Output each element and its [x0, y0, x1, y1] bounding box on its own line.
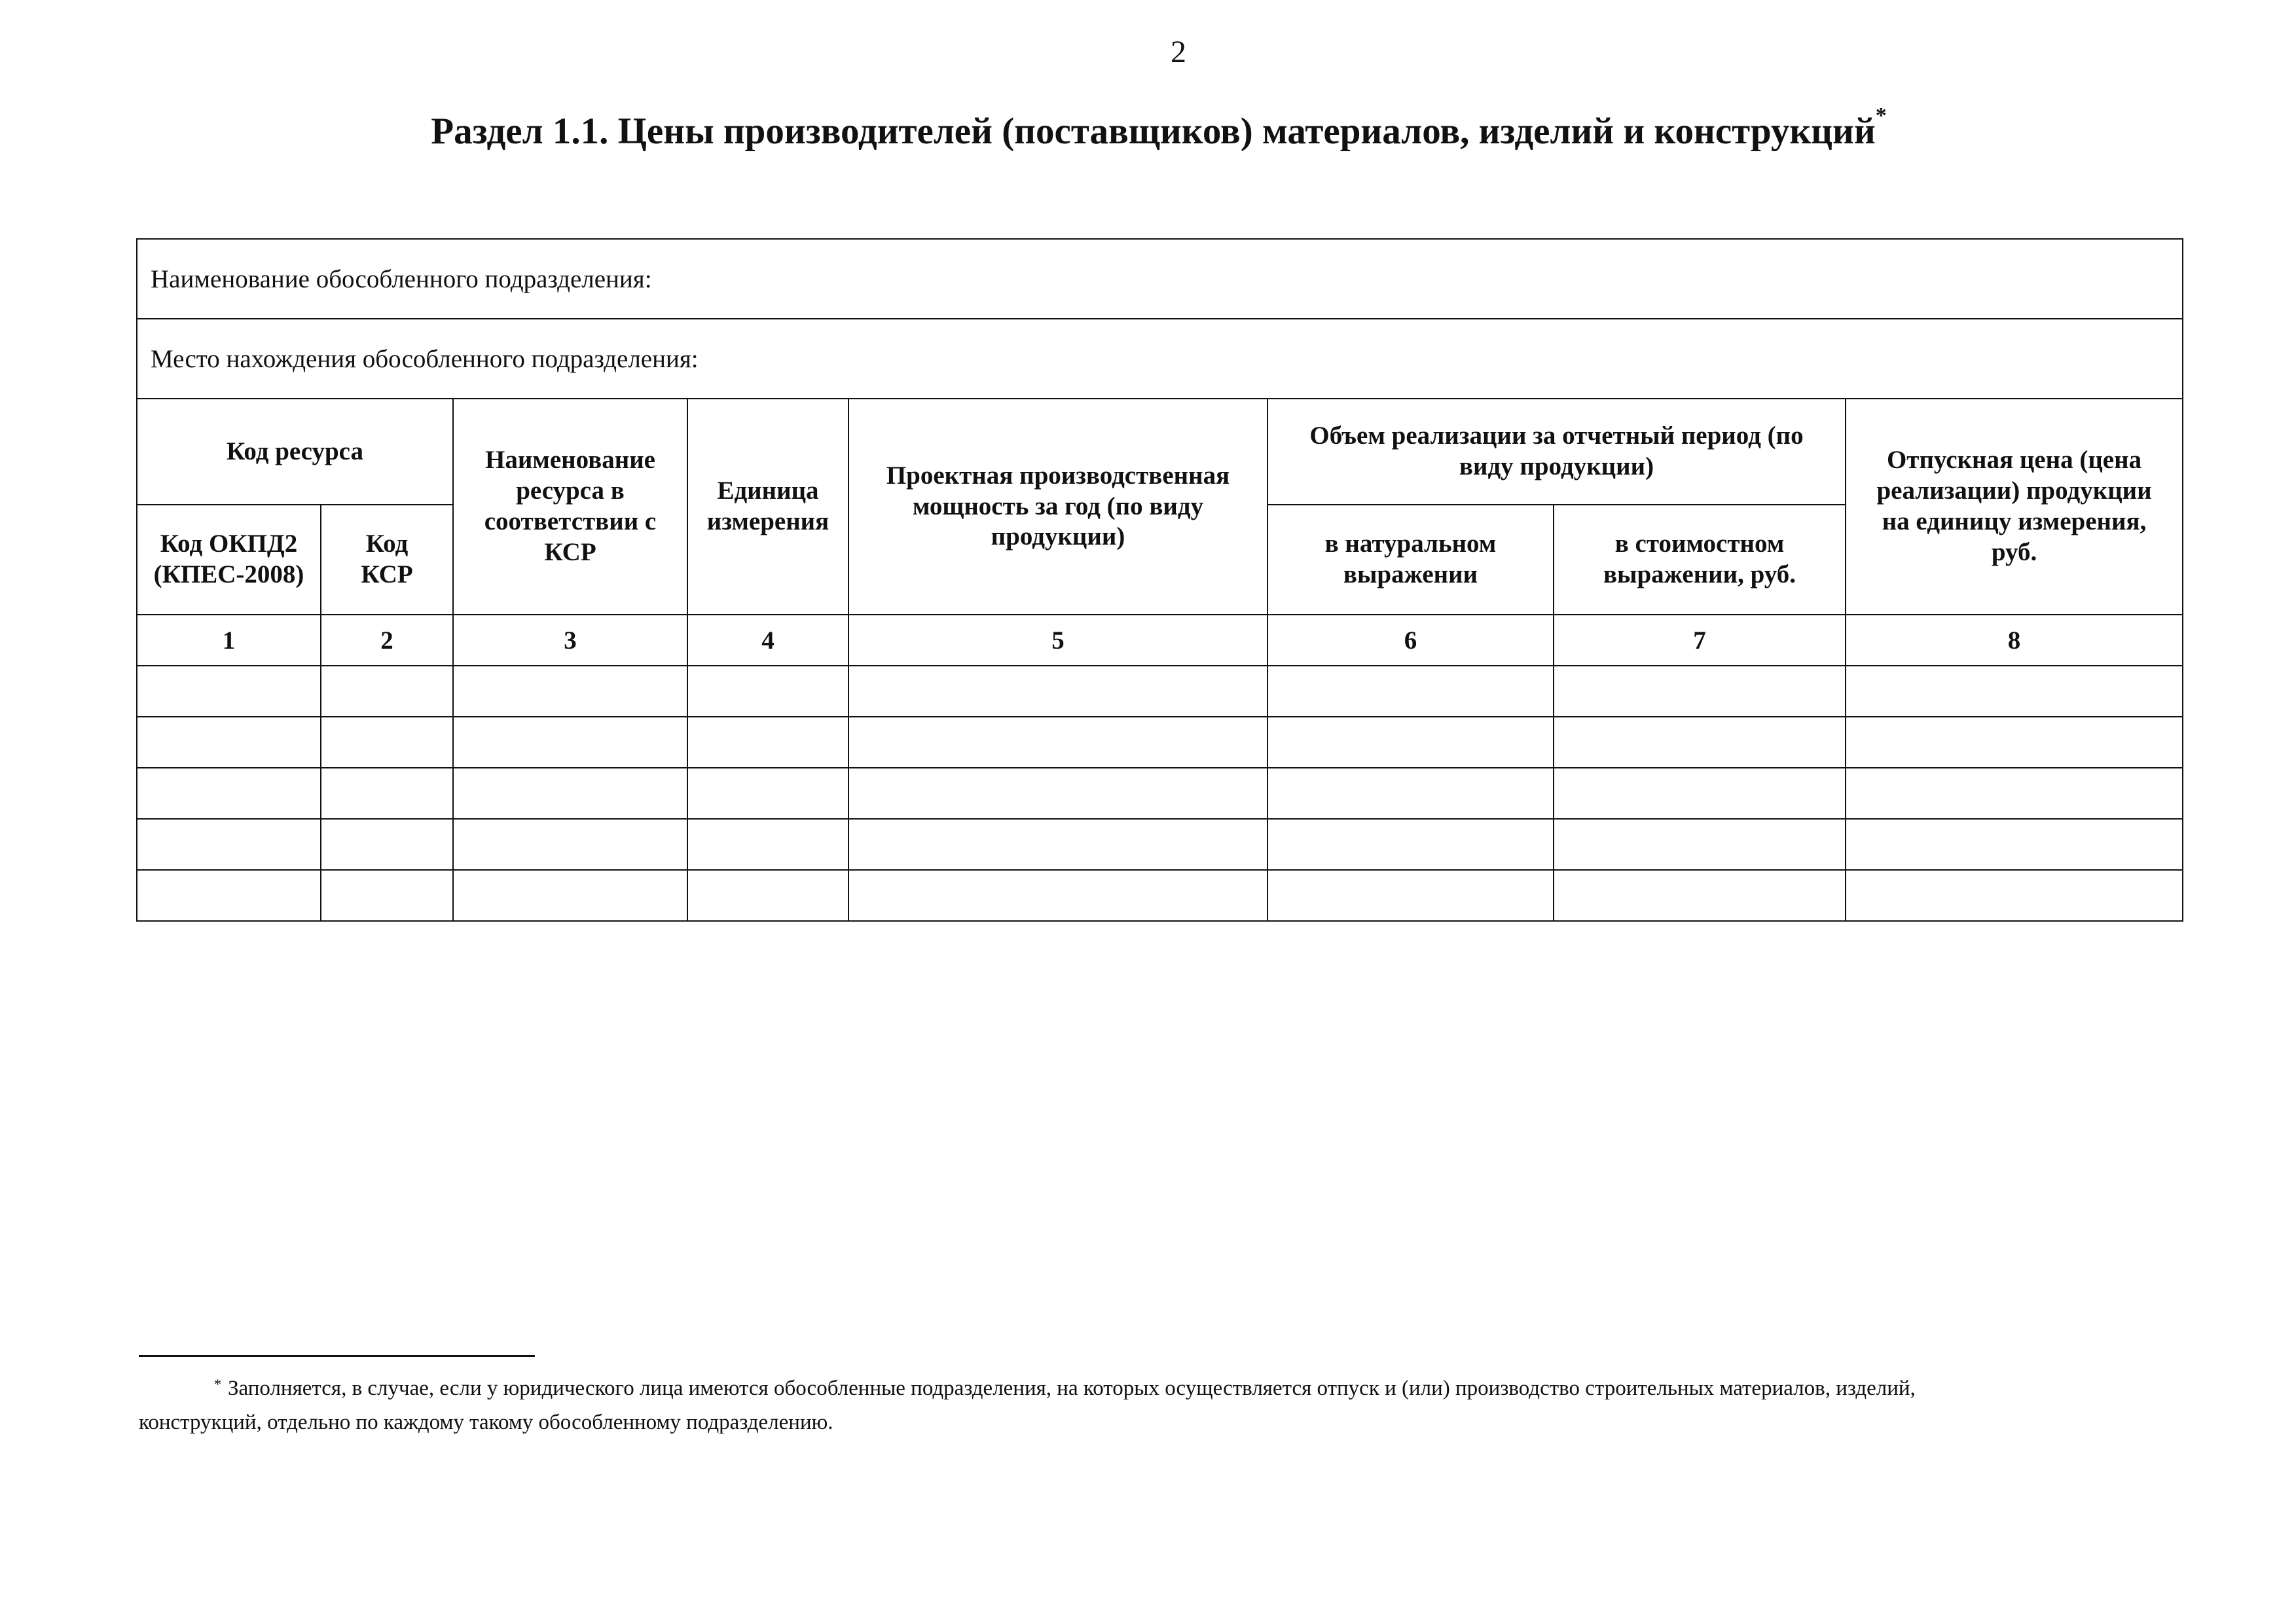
- table-cell[interactable]: [321, 717, 453, 768]
- column-number: 1: [137, 615, 321, 666]
- table-cell[interactable]: [848, 819, 1267, 870]
- header-in-kind: в натуральном выражении: [1267, 505, 1554, 615]
- table-cell[interactable]: [1267, 666, 1554, 717]
- table-cell[interactable]: [1846, 768, 2183, 819]
- subdivision-name-row: [137, 239, 2183, 319]
- subdivision-location-field[interactable]: Место нахождения обособленного подразделения:: [137, 319, 2183, 399]
- column-numbers-row: [137, 615, 2183, 666]
- table-cell[interactable]: [687, 717, 848, 768]
- table-row: [137, 666, 2183, 717]
- subdivision-location-row: [137, 319, 2183, 399]
- table-cell[interactable]: [453, 768, 687, 819]
- table-cell[interactable]: [321, 768, 453, 819]
- table-cell[interactable]: [137, 819, 321, 870]
- header-resource-code: Код ресурса: [137, 399, 453, 505]
- column-number: 4: [687, 615, 848, 666]
- column-number: 2: [321, 615, 453, 666]
- table-row: [137, 819, 2183, 870]
- section-title-text: Раздел 1.1. Цены производителей (поставщиков) материалов, изделий и конструкций: [431, 111, 1876, 152]
- table-cell[interactable]: [137, 768, 321, 819]
- prices-form-table: [136, 238, 2183, 922]
- table-cell[interactable]: [137, 870, 321, 921]
- table-cell[interactable]: [321, 666, 453, 717]
- column-number: 3: [453, 615, 687, 666]
- header-unit: Единица измерения: [687, 399, 848, 615]
- header-ksr-code: Код КСР: [321, 505, 453, 615]
- header-selling-price: Отпускная цена (цена реализации) продукции на единицу измерения, руб.: [1846, 399, 2183, 615]
- subdivision-name-field[interactable]: Наименование обособленного подразделения:: [137, 239, 2183, 319]
- footnote-text-2: конструкций, отдельно по каждому такому обособленному подразделению.: [139, 1411, 833, 1434]
- header-resource-name: Наименование ресурса в соответствии с КСР: [453, 399, 687, 615]
- header-row-1: [137, 399, 2183, 505]
- table-row: [137, 768, 2183, 819]
- table-cell[interactable]: [687, 768, 848, 819]
- footnote-separator: [139, 1355, 535, 1357]
- table-cell[interactable]: [1267, 819, 1554, 870]
- table-cell[interactable]: [1554, 666, 1846, 717]
- table-cell[interactable]: [687, 819, 848, 870]
- table-cell[interactable]: [1267, 717, 1554, 768]
- table-cell[interactable]: [453, 819, 687, 870]
- table-cell[interactable]: [687, 870, 848, 921]
- table-cell[interactable]: [687, 666, 848, 717]
- section-title: [0, 103, 2296, 153]
- table-cell[interactable]: [848, 870, 1267, 921]
- table-cell[interactable]: [1846, 870, 2183, 921]
- table-cell[interactable]: [1554, 768, 1846, 819]
- header-sales-volume: Объем реализации за отчетный период (по виду продукции): [1267, 399, 1846, 505]
- table-cell[interactable]: [453, 717, 687, 768]
- header-design-capacity: Проектная производственная мощность за год (по виду продукции): [848, 399, 1267, 615]
- table-cell[interactable]: [137, 717, 321, 768]
- footnote-text-1: Заполняется, в случае, если у юридического лица имеются обособленные подразделения, на которых осуществляется отпуск и (или) производство строительных материалов, изделий,: [228, 1377, 1916, 1400]
- table-row: [137, 717, 2183, 768]
- table-cell[interactable]: [453, 666, 687, 717]
- title-footnote-marker: *: [1875, 103, 1887, 128]
- footnote-line-1: [139, 1371, 2227, 1405]
- column-number: 7: [1554, 615, 1846, 666]
- table-cell[interactable]: [1554, 819, 1846, 870]
- table-row: [137, 870, 2183, 921]
- table-cell[interactable]: [1554, 717, 1846, 768]
- table-cell[interactable]: [1846, 717, 2183, 768]
- table-cell[interactable]: [1846, 819, 2183, 870]
- table-cell[interactable]: [321, 870, 453, 921]
- table-cell[interactable]: [1267, 870, 1554, 921]
- table-cell[interactable]: [848, 768, 1267, 819]
- table-cell[interactable]: [1267, 768, 1554, 819]
- table-cell[interactable]: [137, 666, 321, 717]
- table-cell[interactable]: [848, 666, 1267, 717]
- table-cell[interactable]: [848, 717, 1267, 768]
- column-number: 5: [848, 615, 1267, 666]
- footnote-marker: *: [214, 1376, 221, 1392]
- table-cell[interactable]: [321, 819, 453, 870]
- table-cell[interactable]: [1846, 666, 2183, 717]
- header-okpd-code: Код ОКПД2 (КПЕС-2008): [137, 505, 321, 615]
- table-cell[interactable]: [1554, 870, 1846, 921]
- header-in-value: в стоимостном выражении, руб.: [1554, 505, 1846, 615]
- table-cell[interactable]: [453, 870, 687, 921]
- column-number: 6: [1267, 615, 1554, 666]
- page-number: 2: [1171, 35, 1186, 69]
- footnote: [139, 1371, 2227, 1439]
- column-number: 8: [1846, 615, 2183, 666]
